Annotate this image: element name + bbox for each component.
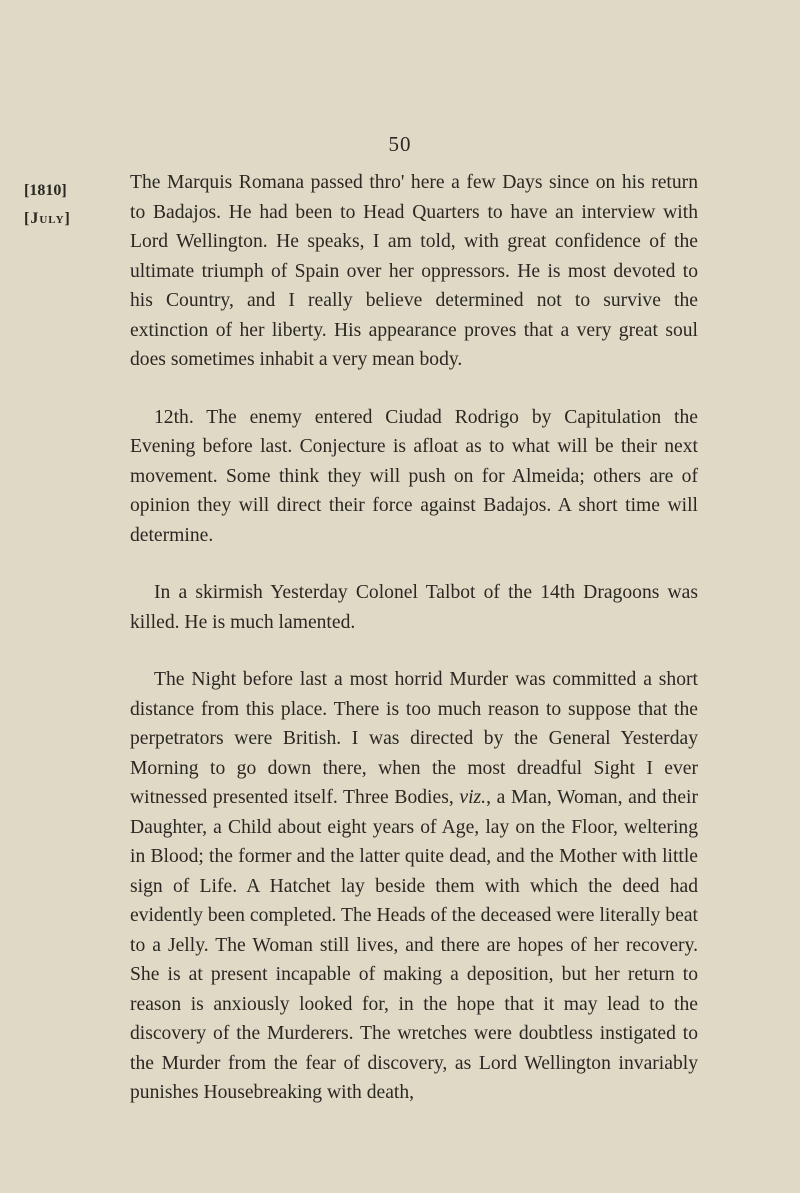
margin-note-year: [1810]	[24, 182, 67, 199]
margin-note-month: [July]	[24, 210, 71, 227]
paragraph-ciudad-rodrigo: 12th. The enemy entered Ciudad Rodrigo by Capitulation the Evening before last. Conjecture is afloat as to what will be their next movement. Some think they will push on for Almeida; others are of opinion they will direct their force against Badajos. A short time will determine.	[130, 406, 698, 546]
paragraph-romana: The Marquis Romana passed thro' here a few Days since on his return to Badajos. He had been to Head Quarters to have an interview with Lord Wellington. He speaks, I am told, with great confidence of the ultimate triumph of Spain over her oppressors. He is most devoted to his Country, and I really believe determined not to survive the extinction of her liberty. His appearance proves that a very great soul does sometimes inhabit a very mean body.	[130, 172, 698, 370]
body-text	[130, 168, 698, 1108]
viz-abbreviation: viz.	[459, 787, 487, 808]
paragraph-murder	[130, 665, 698, 1108]
paragraph-skirmish: In a skirmish Yesterday Colonel Talbot of the 14th Dragoons was killed. He is much lamented.	[130, 582, 698, 633]
margin-notes	[24, 177, 71, 233]
murder-text-after: , a Man, Woman, and their Daughter, a Child about eight years of Age, lay on the Floor, weltering in Blood; the former and the latter quite dead, and the Mother with little sign of Life. A Hatchet lay beside them with which the deed had evidently been completed. The Heads of the deceased were literally beat to a Jelly. The Woman still lives, and there are hopes of her recovery. She is at present incapable of making a deposition, but her return to reason is anxiously looked for, in the hope that it may lead to the discovery of the Murderers. The wretches were doubtless instigated to the Murder from the fear of discovery, as Lord Wellington invariably punishes Housebreaking with death,	[130, 787, 698, 1103]
murder-text-before: The Night before last a most horrid Murder was committed a short distance from this place. There is too much reason to suppose that the perpetrators were British. I was directed by the General Yesterday Morning to go down there, when the most dreadful Sight I ever witnessed presented itself. Three Bodies,	[130, 669, 698, 808]
page-number: 50	[388, 132, 412, 156]
